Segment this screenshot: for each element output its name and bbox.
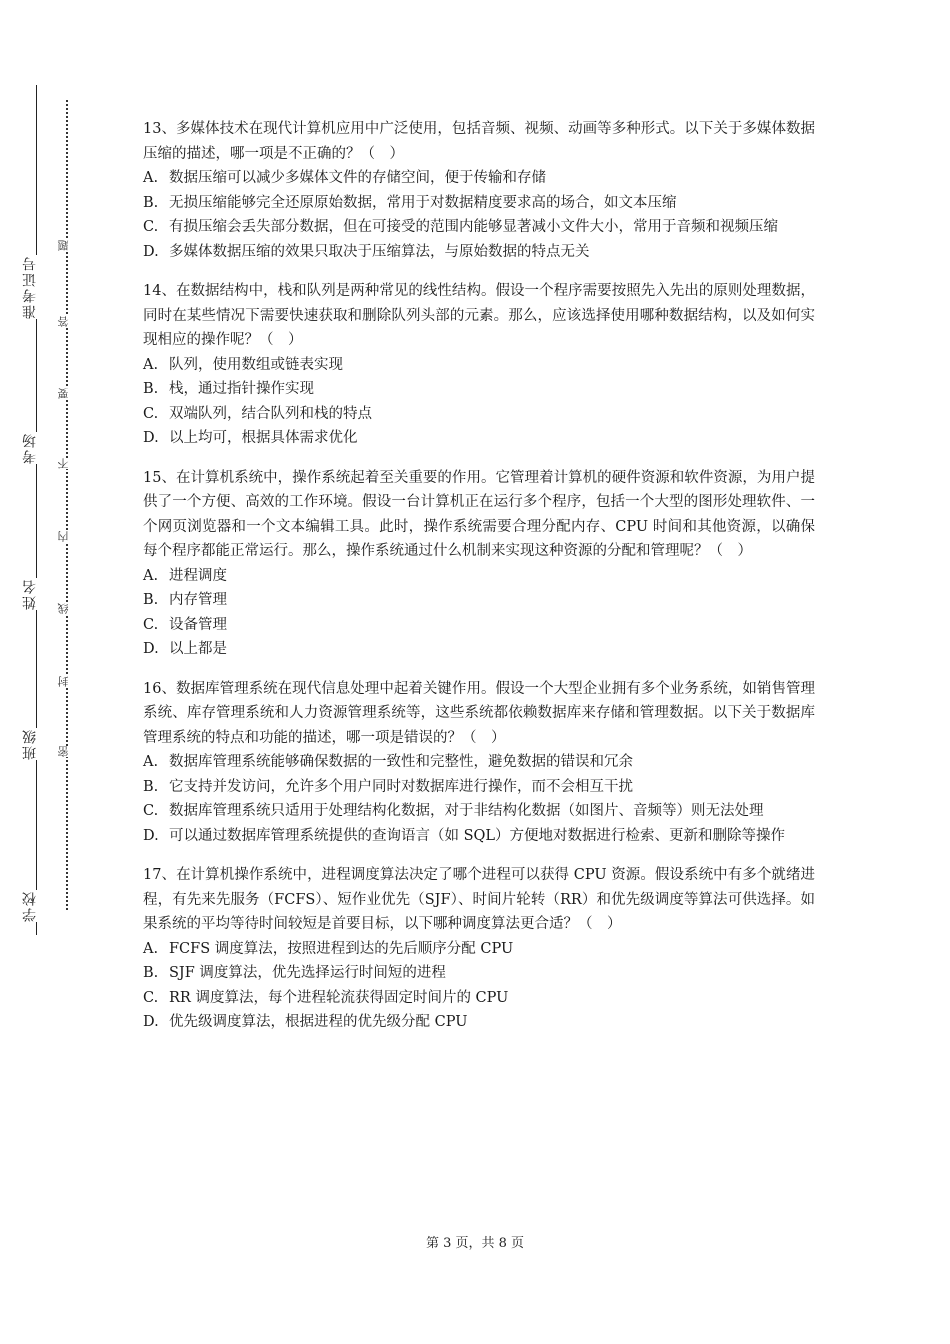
- option-letter: A.: [143, 940, 159, 957]
- question-stem: 14、在数据结构中，栈和队列是两种常见的线性结构。假设一个程序需要按照先入先出的原则处理数据，同时在某些情况下需要快速获取和删除队列头部的元素。那么，应该选择使用哪种数据结构，以及如何实现相应的操作呢？（ ）: [143, 283, 815, 348]
- option-c[interactable]: [143, 613, 815, 638]
- option-letter: D.: [143, 1014, 159, 1030]
- field-name-label: 姓名: [22, 578, 50, 610]
- option-c[interactable]: [143, 402, 815, 427]
- question-14: [143, 279, 815, 451]
- option-letter: D.: [143, 641, 159, 657]
- option-letter: B.: [143, 381, 159, 397]
- option-d[interactable]: [143, 637, 815, 662]
- option-text: 数据库管理系统只适用于处理结构化数据，对于非结构化数据（如图片、音频等）则无法处理: [169, 803, 764, 819]
- option-text: 优先级调度算法，根据进程的优先级分配 CPU: [169, 1014, 468, 1030]
- option-letter: D.: [143, 827, 159, 844]
- option-letter: C.: [143, 989, 159, 1006]
- option-letter: C.: [143, 405, 159, 422]
- option-letter: D.: [143, 430, 159, 446]
- option-text: 它支持并发访问，允许多个用户同时对数据库进行操作，而不会相互干扰: [169, 778, 633, 795]
- option-text: 进程调度: [169, 567, 227, 584]
- option-letter: B.: [143, 592, 159, 608]
- seal-char: 答: [58, 316, 74, 327]
- question-stem: 13、多媒体技术在现代计算机应用中广泛使用，包括音频、视频、动画等多种形式。以下关于多媒体数据压缩的描述，哪一项是不正确的？（ ）: [143, 121, 815, 162]
- seal-char: 密: [58, 746, 74, 757]
- option-a[interactable]: [143, 353, 815, 378]
- option-c[interactable]: [143, 215, 815, 240]
- question-17: [143, 863, 815, 1035]
- option-b[interactable]: [143, 377, 815, 402]
- option-c[interactable]: [143, 799, 815, 824]
- option-b[interactable]: [143, 775, 815, 800]
- margin-dotted-line: [66, 100, 68, 910]
- field-exam-number-label: 准考证号: [22, 255, 50, 319]
- question-13: [143, 117, 815, 264]
- option-b[interactable]: [143, 588, 815, 613]
- seal-char: 封: [58, 676, 74, 687]
- option-letter: B.: [143, 778, 159, 795]
- option-text: 数据库管理系统能够确保数据的一致性和完整性，避免数据的错误和冗余: [169, 754, 633, 770]
- option-a[interactable]: [143, 564, 815, 589]
- option-letter: C.: [143, 219, 159, 235]
- option-text: 多媒体数据压缩的效果只取决于压缩算法，与原始数据的特点无关: [169, 243, 590, 260]
- option-text: 设备管理: [169, 616, 227, 633]
- option-text: 以上都是: [169, 641, 227, 657]
- option-text: SJF 调度算法，优先选择运行时间短的进程: [169, 965, 446, 981]
- seal-char: 不: [58, 458, 74, 469]
- option-letter: B.: [143, 194, 159, 211]
- question-16: [143, 677, 815, 849]
- option-a[interactable]: [143, 166, 815, 191]
- option-text: 以上均可，根据具体需求优化: [169, 430, 358, 446]
- question-list: [143, 117, 815, 1050]
- option-d[interactable]: [143, 1010, 815, 1035]
- option-text: 双端队列，结合队列和栈的特点: [169, 405, 372, 422]
- option-letter: C.: [143, 803, 159, 819]
- option-text: 栈，通过指针操作实现: [169, 381, 314, 397]
- option-a[interactable]: [143, 937, 815, 962]
- option-b[interactable]: [143, 961, 815, 986]
- option-letter: A.: [143, 356, 159, 373]
- option-text: 无损压缩能够完全还原原始数据，常用于对数据精度要求高的场合，如文本压缩: [169, 194, 677, 211]
- option-text: 内存管理: [169, 592, 227, 608]
- option-d[interactable]: [143, 426, 815, 451]
- option-d[interactable]: [143, 824, 815, 849]
- page-footer: 第 3 页，共 8 页: [425, 1236, 525, 1251]
- question-stem: 16、数据库管理系统在现代信息处理中起着关键作用。假设一个大型企业拥有多个业务系统，如销售管理系统、库存管理系统和人力资源管理系统等，这些系统都依赖数据库来存储和管理数据。以下关于数据库管理系统的特点和功能的描述，哪一项是错误的？（ ）: [143, 680, 815, 746]
- option-text: 可以通过数据库管理系统提供的查询语言（如 SQL）方便地对数据进行检索、更新和删除等操作: [169, 827, 786, 844]
- question-stem: 15、在计算机系统中，操作系统起着至关重要的作用。它管理着计算机的硬件资源和软件资源，为用户提供了一个方便、高效的工作环境。假设一台计算机正在运行多个程序，包括一个大型的图形处理软件、一个网页浏览器和一个文本编辑工具。此时，操作系统需要合理分配内存、CPU 时间和其他资源，以确保每个程序都能正常运行。那么，操作系统通过什么机制来实现这种资源的分配和管理呢？（ ）: [143, 469, 815, 559]
- option-text: 队列，使用数组或链表实现: [169, 356, 343, 373]
- field-class-label: 班级: [22, 728, 50, 760]
- option-letter: A.: [143, 567, 159, 584]
- option-text: FCFS 调度算法，按照进程到达的先后顺序分配 CPU: [169, 940, 514, 957]
- seal-char: 要: [58, 388, 74, 399]
- option-letter: A.: [143, 754, 159, 770]
- margin-solid-line: [36, 85, 37, 935]
- seal-char: 内: [58, 531, 74, 542]
- option-a[interactable]: [143, 750, 815, 775]
- option-letter: B.: [143, 965, 159, 981]
- seal-char: 线: [58, 603, 74, 614]
- option-text: 有损压缩会丢失部分数据，但在可接受的范围内能够显著减小文件大小，常用于音频和视频压缩: [169, 219, 778, 235]
- seal-char: 题: [58, 240, 74, 251]
- option-d[interactable]: [143, 240, 815, 265]
- option-letter: A.: [143, 170, 159, 186]
- question-stem: 17、在计算机操作系统中，进程调度算法决定了哪个进程可以获得 CPU 资源。假设系统中有多个就绪进程，有先来先服务（FCFS）、短作业优先（SJF）、时间片轮转（RR）和优先级调度等算法可供选择。如果系统的平均等待时间较短是首要目标，以下哪种调度算法更合适？（ ）: [143, 867, 815, 932]
- option-text: 数据压缩可以减少多媒体文件的存储空间，便于传输和存储: [169, 170, 546, 186]
- option-text: RR 调度算法，每个进程轮流获得固定时间片的 CPU: [169, 989, 509, 1006]
- option-letter: C.: [143, 616, 159, 633]
- field-exam-room-label: 考场: [22, 432, 50, 464]
- option-letter: D.: [143, 243, 159, 260]
- option-b[interactable]: [143, 191, 815, 216]
- question-15: [143, 466, 815, 662]
- field-school-label: 学校: [22, 890, 50, 922]
- option-c[interactable]: [143, 986, 815, 1011]
